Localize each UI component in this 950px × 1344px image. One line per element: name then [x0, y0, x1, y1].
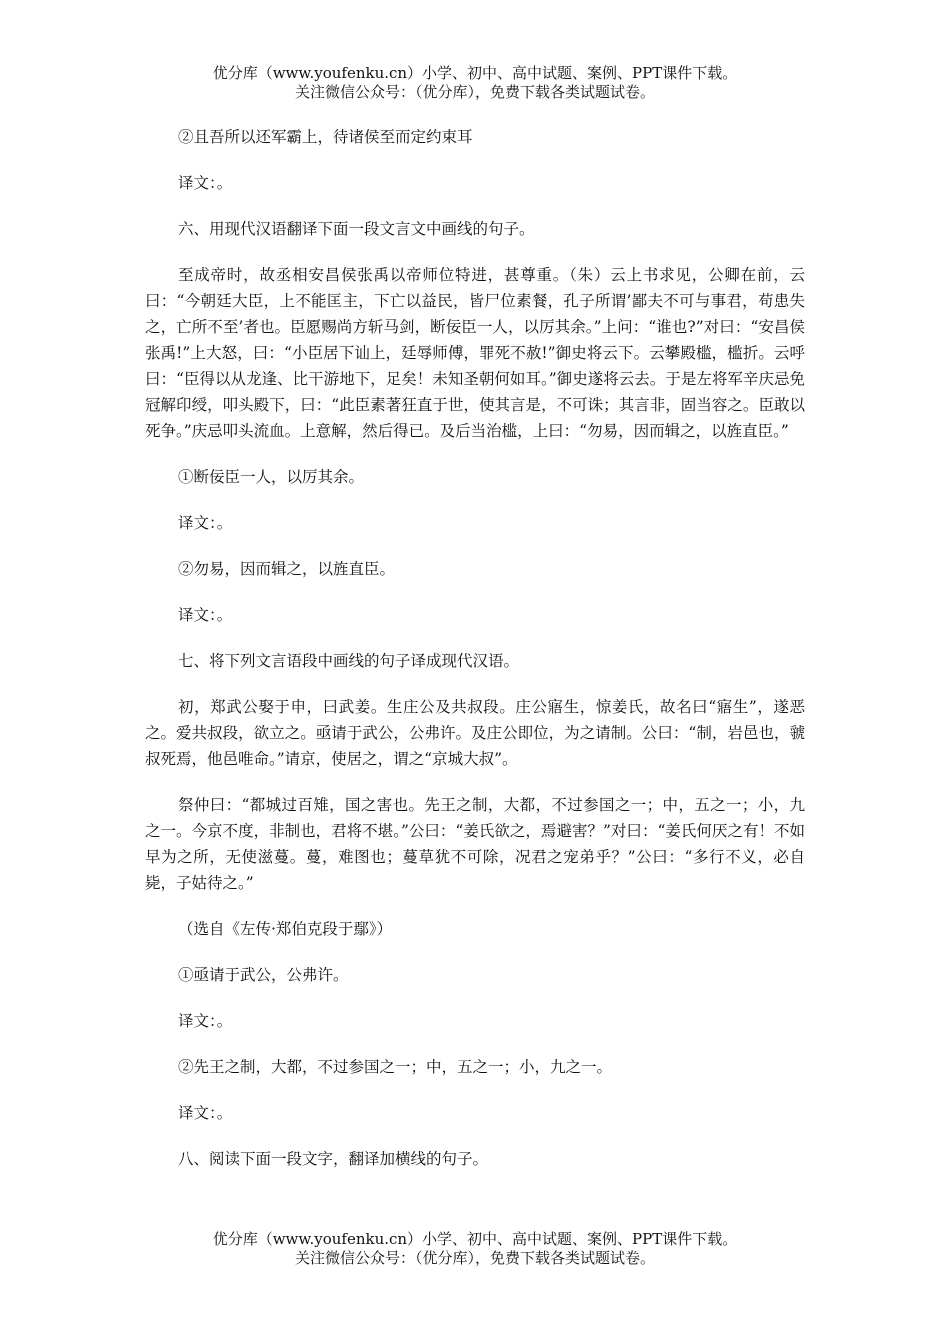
q7-item-2-translation: 译文：。 — [178, 1104, 233, 1122]
q6-item-1-translation: 译文：。 — [178, 514, 233, 532]
q6-item-2: ②勿易，因而辑之，以旌直臣。 — [178, 560, 396, 578]
document-body — [145, 124, 805, 1192]
footer-line-2: 关注微信公众号：（优分库），免费下载各类试题试卷。 — [294, 1249, 655, 1267]
q7-passage-1: 初，郑武公娶于申，曰武姜。生庄公及共叔段。庄公寤生，惊姜氏，故名曰“寤生”，遂恶之。爱共叔段，欲立之。亟请于武公，公弗许。及庄公即位，为之请制。公曰：“制，岩邑也，虢叔死焉，他邑唯命。”请京，使居之，谓之“京城大叔”。 — [145, 698, 805, 768]
q5-item-2: ②且吾所以还军霸上，待诸侯至而定约束耳 — [178, 128, 473, 146]
q7-passage-2: 祭仲曰：“都城过百雉，国之害也。先王之制，大都，不过参国之一；中，五之一；小，九之一。今京不度，非制也，君将不堪。”公曰：“姜氏欲之，焉避害？”对曰：“姜氏何厌之有！不如早为之所，无使滋蔓。蔓，难图也；蔓草犹不可除，况君之宠弟乎？”公曰：“多行不义，必自毙，子姑待之。” — [145, 796, 805, 892]
footer-line-1: 优分库（www.youfenku.cn）小学、初中、高中试题、案例、PPT课件下载。 — [212, 1230, 738, 1248]
q6-title: 六、用现代汉语翻译下面一段文言文中画线的句子。 — [178, 220, 535, 238]
q8-title: 八、阅读下面一段文字，翻译加横线的句子。 — [178, 1150, 489, 1168]
page-footer — [0, 1230, 950, 1268]
q7-item-2: ②先王之制，大都，不过参国之一；中，五之一；小，九之一。 — [178, 1058, 613, 1076]
q7-item-1: ①亟请于武公，公弗许。 — [178, 966, 349, 984]
q5-item-2-translation: 译文：。 — [178, 174, 233, 192]
q7-item-1-translation: 译文：。 — [178, 1012, 233, 1030]
header-line-2: 关注微信公众号：（优分库），免费下载各类试题试卷。 — [294, 83, 655, 101]
q6-item-2-translation: 译文：。 — [178, 606, 233, 624]
page-header — [0, 64, 950, 102]
q7-source: （选自《左传·郑伯克段于鄢》） — [178, 920, 393, 938]
q6-passage: 至成帝时，故丞相安昌侯张禹以帝师位特进，甚尊重。（朱）云上书求见，公卿在前，云曰：“今朝廷大臣，上不能匡主，下亡以益民，皆尸位素餐，孔子所谓’鄙夫不可与事君，苟患失之，亡所不至’者也。臣愿赐尚方斩马剑，断佞臣一人，以厉其余。”上问：“谁也?”对曰：“安昌侯张禹!”上大怒，曰：“小臣居下讪上，廷辱师傅，罪死不赦!”御史将云下。云攀殿槛，槛折。云呼曰：“臣得以从龙逢、比干游地下，足矣！未知圣朝何如耳。”御史遂将云去。于是左将军辛庆忌免冠解印绶，叩头殿下，曰：“此臣素著狂直于世，使其言是，不可诛；其言非，固当容之。臣敢以死争。”庆忌叩头流血。上意解，然后得已。及后当治槛，上曰：“勿易，因而辑之，以旌直臣。” — [145, 266, 805, 440]
header-line-1: 优分库（www.youfenku.cn）小学、初中、高中试题、案例、PPT课件下载。 — [212, 64, 738, 82]
q6-item-1: ①断佞臣一人，以厉其余。 — [178, 468, 365, 486]
q7-title: 七、将下列文言语段中画线的句子译成现代汉语。 — [178, 652, 520, 670]
